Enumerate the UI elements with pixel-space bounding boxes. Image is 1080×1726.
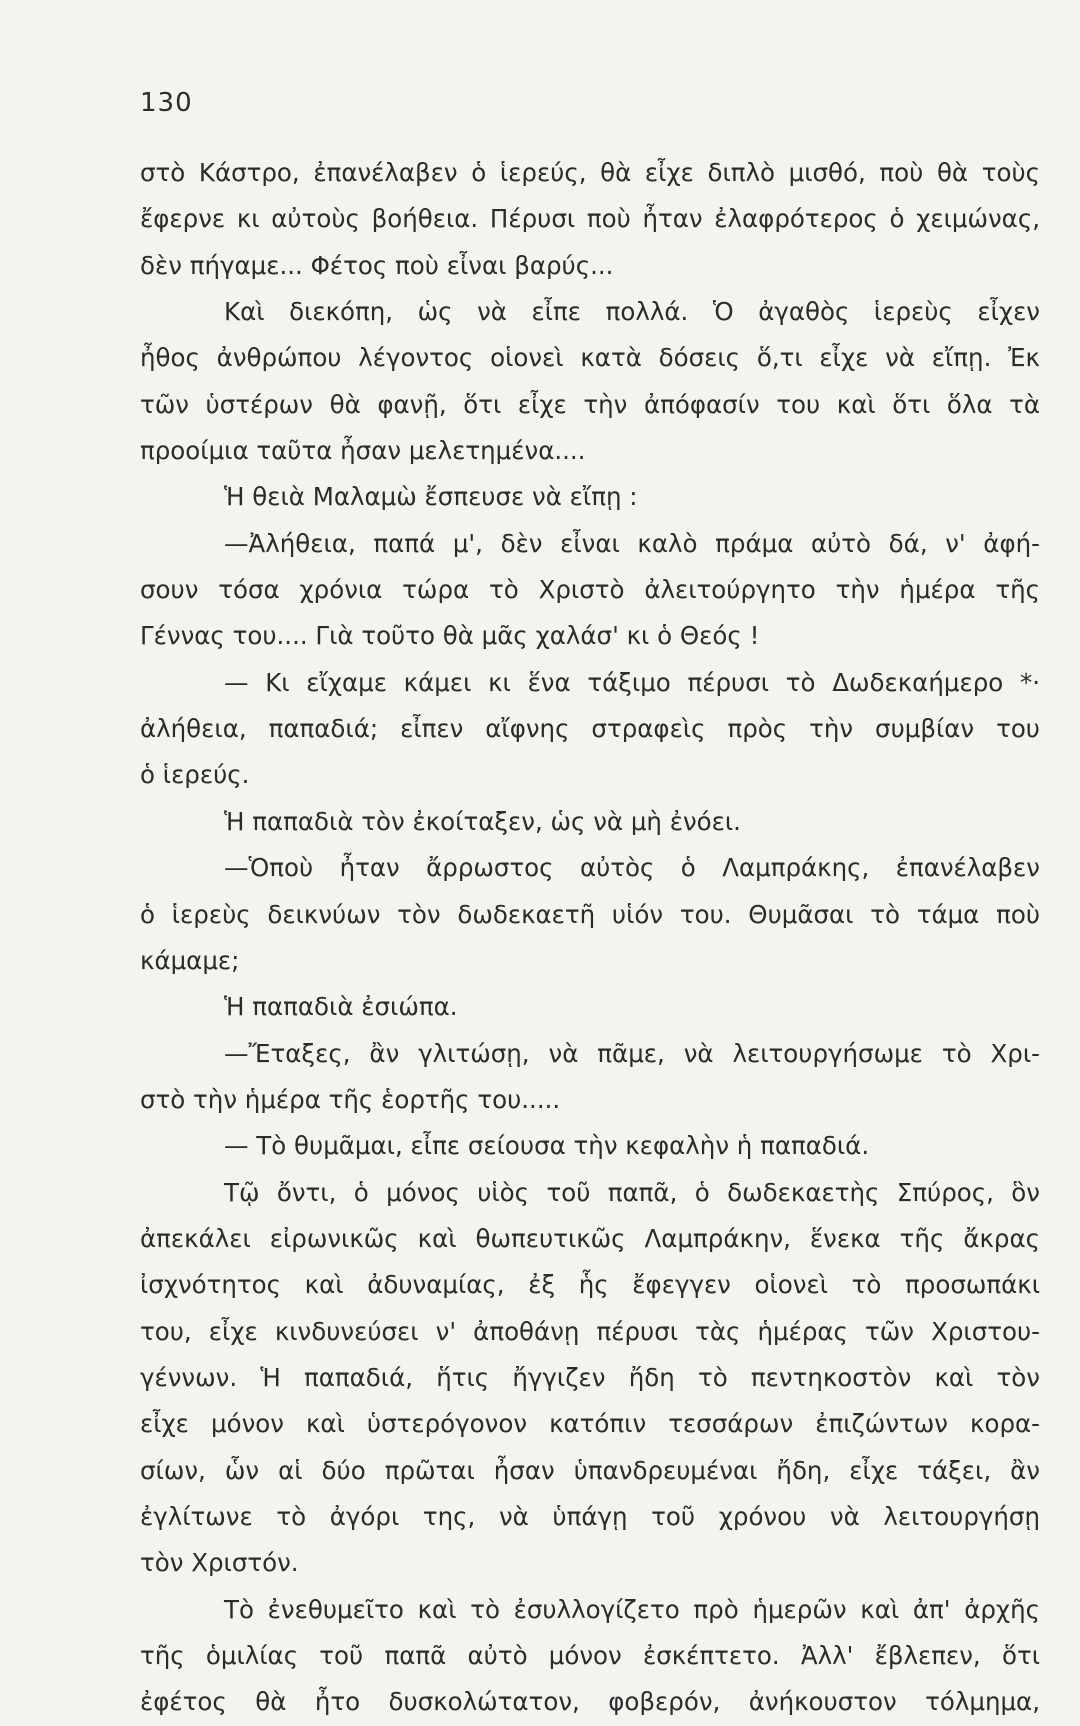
text-line: στὸ Κάστρο, ἐπανέλαβεν ὁ ἱερεύς, θὰ εἶχε διπλὸ μισθό, ποὺ θὰ τοὺς (140, 158, 1040, 187)
text-line: προοίμια ταῦτα ἦσαν μελετημένα.... (140, 436, 586, 466)
text-line: Ἡ παπαδιὰ τὸν ἐκοίταξεν, ὡς νὰ μὴ ἐνόει. (224, 806, 741, 836)
text-line: γέννων. Ἡ παπαδιά, ἥτις ἤγγιζεν ἤδη τὸ πεντηκοστὸν καὶ τὸν (140, 1362, 1040, 1392)
text-line: —Ἀλήθεια, παπά μ', δὲν εἶναι καλὸ πράμα αὐτὸ δά, ν' ἀφή- (224, 528, 1040, 558)
text-line: τὸν Χριστόν. (140, 1548, 299, 1578)
text-line: Γέννας του.... Γιὰ τοῦτο θὰ μᾶς χαλάσ' κι ὁ Θεός ! (140, 621, 760, 651)
text-line: ὁ ἱερεύς. (140, 760, 250, 790)
text-line: στὸ τὴν ἡμέρα τῆς ἑορτῆς του..... (140, 1084, 561, 1114)
text-line: σουν τόσα χρόνια τώρα τὸ Χριστὸ ἀλειτούργητο τὴν ἡμέρα τῆς (140, 575, 1040, 605)
text-line: ἔφερνε κι αὐτοὺς βοήθεια. Πέρυσι ποὺ ἦταν ἐλαφρότερος ὁ χειμώνας, (140, 204, 1040, 234)
text-line: ὁ ἱερεὺς δεικνύων τὸν δωδεκαετῆ υἱόν του. Θυμᾶσαι τὸ τάμα ποὺ (140, 899, 1040, 929)
page-number: 130 (140, 88, 193, 118)
text-line: ἀλήθεια, παπαδιά; εἶπεν αἴφνης στραφεὶς πρὸς τὴν συμβίαν του (140, 714, 1040, 744)
text-line: κάμαμε; (140, 945, 240, 975)
text-line: ἀπεκάλει εἰρωνικῶς καὶ θωπευτικῶς Λαμπράκην, ἕνεκα τῆς ἄκρας (140, 1223, 1040, 1253)
text-line: σίων, ὧν αἱ δύο πρῶται ἦσαν ὑπανδρευμέναι ἤδη, εἶχε τάξει, ἂν (140, 1455, 1040, 1485)
text-line: Τῷ ὄντι, ὁ μόνος υἱὸς τοῦ παπᾶ, ὁ δωδεκαετὴς Σπύρος, ὃν (224, 1177, 1040, 1207)
text-line: — Κι εἴχαμε κάμει κι ἕνα τάξιμο πέρυσι τὸ Δωδεκαήμερο *· (224, 667, 1040, 697)
text-line: Ἡ παπαδιὰ ἐσιώπα. (224, 992, 458, 1022)
text-line: Ἡ θειὰ Μαλαμὼ ἔσπευσε νὰ εἴπῃ : (224, 482, 638, 512)
text-line: ἦθος ἀνθρώπου λέγοντος οἱονεὶ κατὰ δόσεις ὅ,τι εἶχε νὰ εἴπῃ. Ἐκ (140, 343, 1040, 373)
text-line: τῆς ὁμιλίας τοῦ παπᾶ αὐτὸ μόνον ἐσκέπτετο. Ἀλλ' ἔβλεπεν, ὅτι (140, 1641, 1040, 1670)
text-line: Τὸ ἐνεθυμεῖτο καὶ τὸ ἐσυλλογίζετο πρὸ ἡμερῶν καὶ ἀπ' ἀρχῆς (224, 1594, 1040, 1624)
text-line: —Ὁποὺ ἦταν ἄρρωστος αὐτὸς ὁ Λαμπράκης, ἐπανέλαβεν (224, 853, 1040, 883)
text-line: του, εἶχε κινδυνεύσει ν' ἀποθάνῃ πέρυσι τὰς ἡμέρας τῶν Χριστου- (140, 1316, 1040, 1346)
text-line: τῶν ὑστέρων θὰ φανῇ, ὅτι εἶχε τὴν ἀπόφασίν του καὶ ὅτι ὅλα τὰ (140, 389, 1040, 419)
body-text (140, 150, 1040, 1726)
text-line: —Ἔταξες, ἂν γλιτώσῃ, νὰ πᾶμε, νὰ λειτουργήσωμε τὸ Χρι- (224, 1038, 1040, 1068)
text-line: — Τὸ θυμᾶμαι, εἶπε σείουσα τὴν κεφαλὴν ἡ παπαδιά. (224, 1131, 870, 1161)
text-line: ἐγλίτωνε τὸ ἀγόρι της, νὰ ὑπάγῃ τοῦ χρόνου νὰ λειτουργήσῃ (140, 1501, 1040, 1531)
text-line: εἶχε μόνον καὶ ὑστερόγονον κατόπιν τεσσάρων ἐπιζώντων κορα- (140, 1409, 1040, 1439)
text-line: δὲν πήγαμε... Φέτος ποὺ εἶναι βαρύς... (140, 250, 614, 280)
text-line: ἐφέτος θὰ ἦτο δυσκολώτατον, φοβερόν, ἀνήκουστον τόλμημα, (140, 1687, 1040, 1717)
text-line: Καὶ διεκόπη, ὡς νὰ εἶπε πολλά. Ὁ ἀγαθὸς ἱερεὺς εἶχεν (224, 297, 1040, 327)
text-line: ἰσχνότητος καὶ ἀδυναμίας, ἐξ ἧς ἔφεγγεν οἱονεὶ τὸ προσωπάκι (140, 1270, 1040, 1300)
